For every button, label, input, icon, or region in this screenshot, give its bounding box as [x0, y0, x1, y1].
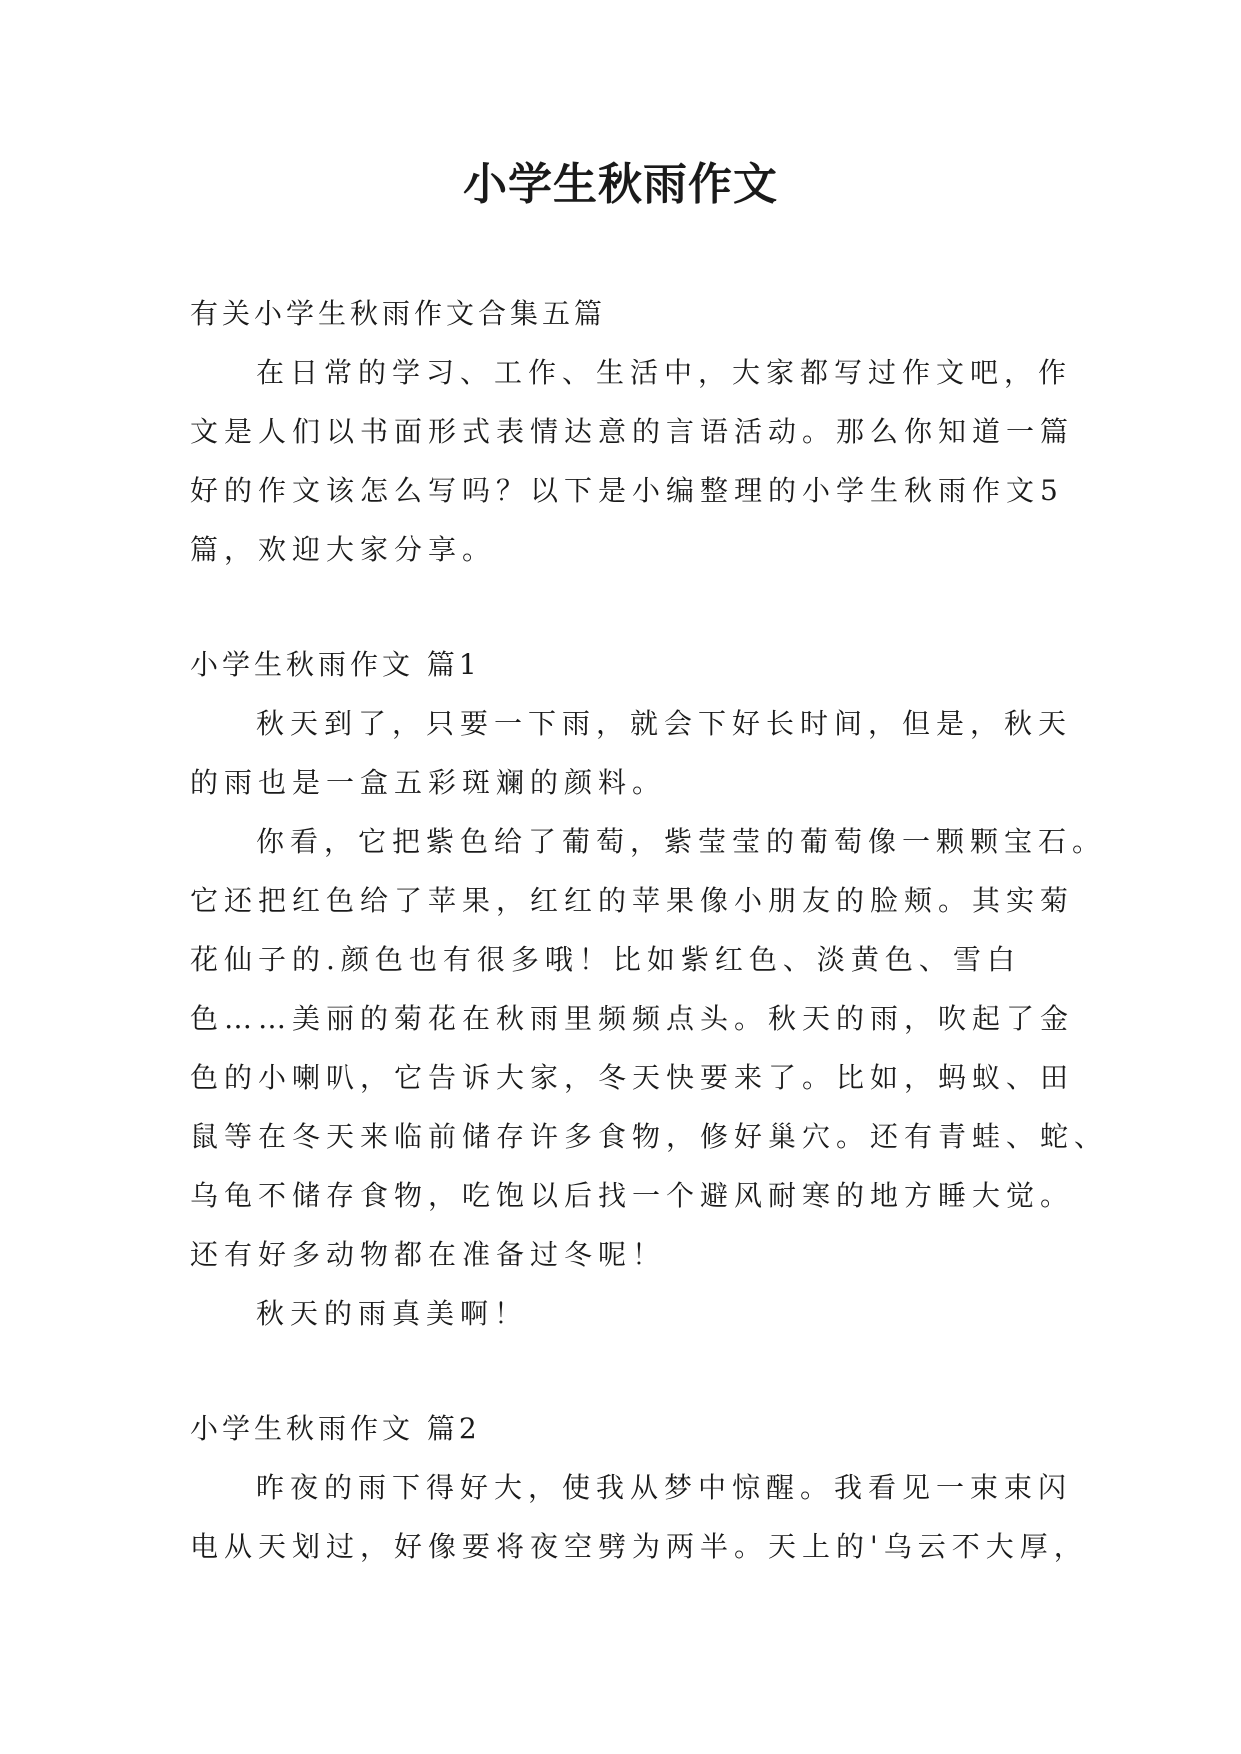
paragraph-line: 乌龟不储存食物，吃饱以后找一个避风耐寒的地方睡大觉。	[190, 1179, 1075, 1212]
document-title: 小学生秋雨作文	[463, 159, 778, 210]
paragraph-line: 在日常的学习、工作、生活中，大家都写过作文吧，作	[256, 356, 1073, 389]
paragraph-line: 还有好多动物都在准备过冬呢！	[190, 1238, 667, 1271]
paragraph-line: 色的小喇叭，它告诉大家，冬天快要来了。比如，蚂蚁、田	[190, 1061, 1075, 1094]
essay-paragraph	[190, 1458, 1088, 1576]
essay-section-1	[190, 635, 1109, 1343]
paragraph-line: 你看，它把紫色给了葡萄，紫莹莹的葡萄像一颗颗宝石。	[256, 825, 1107, 858]
section-spacer	[190, 1343, 1050, 1399]
paragraph-line: 花仙子的.颜色也有很多哦！比如紫红色、淡黄色、雪白	[190, 943, 1021, 976]
essay-heading: 小学生秋雨作文 篇2	[190, 1412, 481, 1445]
paragraph-line: 秋天的雨真美啊！	[256, 1297, 529, 1330]
paragraph-line: 它还把红色给了苹果，红红的苹果像小朋友的脸颊。其实菊	[190, 884, 1075, 917]
essay-paragraph	[190, 812, 1109, 1284]
essay-heading: 小学生秋雨作文 篇1	[190, 648, 481, 681]
document-subtitle: 有关小学生秋雨作文合集五篇	[190, 297, 607, 330]
section-spacer	[190, 579, 1050, 635]
paragraph-line: 色……美丽的菊花在秋雨里频频点头。秋天的雨，吹起了金	[190, 1002, 1075, 1035]
paragraph-line: 电从天划过，好像要将夜空劈为两半。天上的'乌云不大厚，	[190, 1530, 1088, 1563]
paragraph-line: 篇，欢迎大家分享。	[190, 533, 497, 566]
paragraph-line: 的雨也是一盒五彩斑斓的颜料。	[190, 766, 667, 799]
essay-paragraph	[190, 1284, 1050, 1343]
paragraph-line: 文是人们以书面形式表情达意的言语活动。那么你知道一篇	[190, 415, 1075, 448]
paragraph-line: 昨夜的雨下得好大，使我从梦中惊醒。我看见一束束闪	[256, 1471, 1073, 1504]
paragraph-line: 鼠等在冬天来临前储存许多食物，修好巢穴。还有青蛙、蛇、	[190, 1120, 1109, 1153]
paragraph-line: 好的作文该怎么写吗？以下是小编整理的小学生秋雨作文5	[190, 474, 1064, 507]
document-body	[190, 284, 1109, 1576]
paragraph-line: 秋天到了，只要一下雨，就会下好长时间，但是，秋天	[256, 707, 1073, 740]
essay-paragraph	[190, 694, 1073, 812]
intro-paragraph	[190, 343, 1075, 579]
essay-section-2	[190, 1399, 1088, 1576]
